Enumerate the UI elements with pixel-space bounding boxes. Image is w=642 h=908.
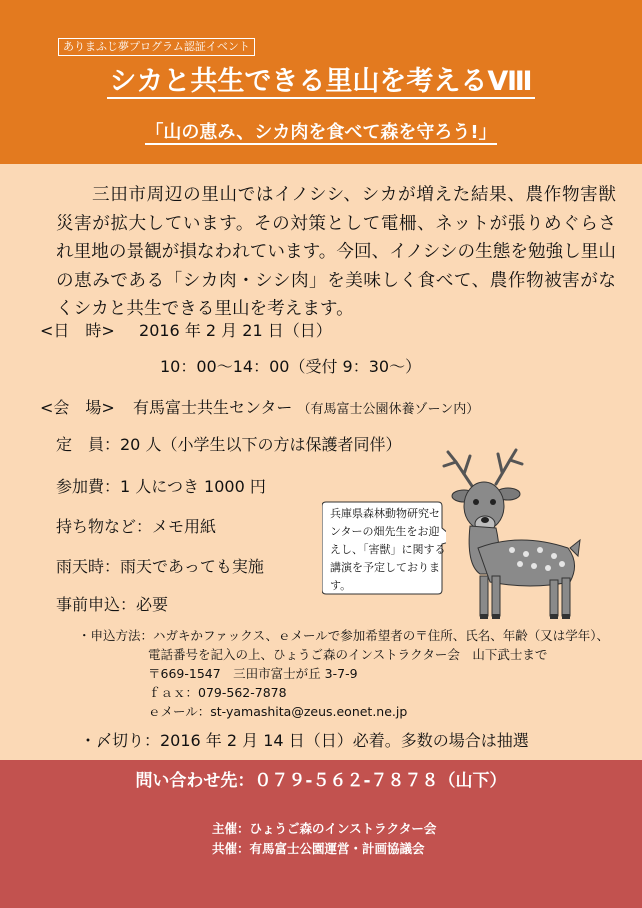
address-line: 〒669-1547 三田市富士が丘 3-7-9: [148, 666, 358, 681]
email-line: ｅメール：st-yamashita@zeus.eonet.ne.jp: [148, 704, 408, 719]
fee-row: 参加費：1 人につき 1000 円: [56, 477, 266, 496]
method-line-2: 電話番号を記入の上、ひょうご森のインストラクター会 山下武士まで: [148, 647, 548, 662]
host-line: 主催：ひょうご森のインストラクター会: [212, 821, 437, 836]
speech-bubble-text: 兵庫県森林動物研究センターの畑先生をお迎えし、「害獣」に関する講演を予定しております。: [330, 507, 446, 592]
date-label: <日 時>: [40, 321, 115, 340]
registration-row: 事前申込：必要: [56, 595, 169, 614]
rain-row: 雨天時：雨天であっても実施: [56, 557, 264, 576]
fax-line: ｆａｘ：079-562-7878: [148, 685, 287, 700]
cohost-line: 共催：有馬富士公園運営・計画協議会: [212, 841, 425, 856]
contact-line: 問い合わせ先：０７９-５６２-７８７８（山下）: [135, 771, 507, 791]
venue-value: 有馬富士共生センター: [133, 398, 293, 417]
venue-note: （有馬富士公園休養ゾーン内）: [297, 402, 480, 417]
event-subtitle: [0, 120, 642, 146]
footer-band: [0, 760, 642, 908]
date-value: 2016 年 2 月 21 日（日）: [139, 321, 332, 340]
venue-row: [40, 397, 479, 421]
intro-paragraph: 三田市周辺の里山ではイノシシ、シカが増えた結果、農作物害獣災害が拡大しています。その対策として電柵、ネットが張りめぐらされ里地の景観が損なわれています。今回、イノシシの生態を勉強し里山の恵みである「シカ肉・シシ肉」を美味しく食べて、農作物被害がなくシカと共生できる里山を考えます。: [56, 185, 616, 319]
header-band: [0, 0, 642, 164]
items-row: 持ち物など：メモ用紙: [56, 517, 217, 536]
event-subtitle-text: 「山の恵み、シカ肉を食べて森を守ろう!」: [145, 122, 497, 143]
event-title: [0, 64, 642, 100]
method-line-1: ・申込方法：ハガキかファックス、ｅメールで参加希望者の〒住所、氏名、年齢（又は学年）、: [78, 628, 610, 643]
event-title-text: シカと共生できる里山を考えるⅧ: [109, 66, 533, 97]
program-badge: ありまふじ夢プログラム認証イベント: [58, 38, 255, 56]
capacity-row: 定 員：20 人（小学生以下の方は保護者同伴）: [56, 435, 402, 454]
date-row: [40, 320, 332, 342]
time-value: 10：00～14：00（受付 9：30～）: [160, 357, 422, 376]
deer-illustration: [430, 444, 590, 622]
venue-label: <会 場>: [40, 398, 115, 417]
application-notes: [78, 626, 609, 721]
deadline-line: ・〆切り：2016 年 2 月 14 日（日）必着。多数の場合は抽選: [80, 731, 529, 750]
